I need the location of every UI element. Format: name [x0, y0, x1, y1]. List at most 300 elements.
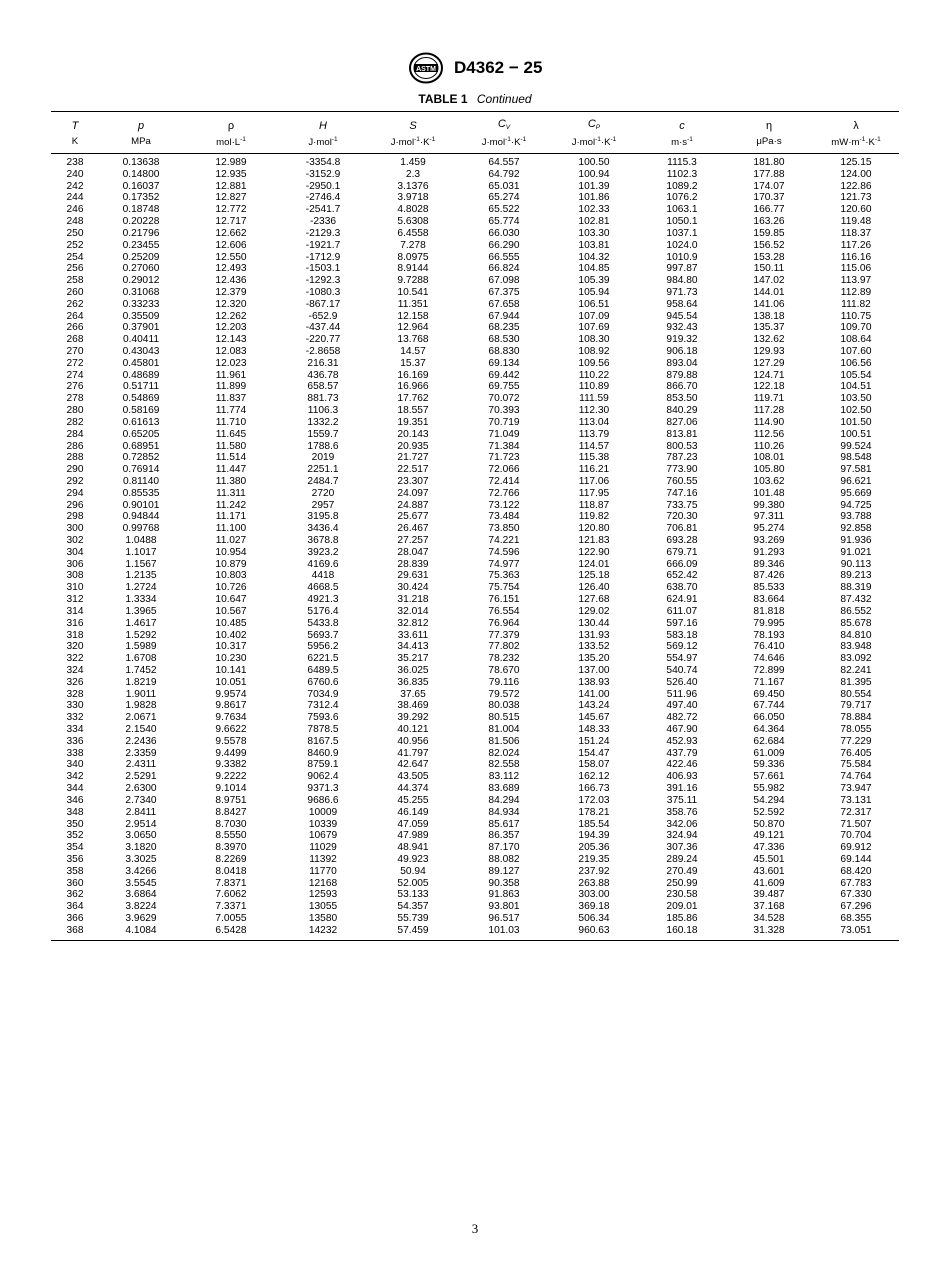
table-cell: 358.76: [666, 806, 698, 818]
table-row: [51, 429, 899, 441]
table-caption: [0, 92, 950, 106]
table-row: [51, 594, 899, 606]
table-cell: 205.36: [578, 842, 610, 854]
table-cell: 82.024: [488, 747, 520, 759]
table-cell: 68.530: [488, 334, 520, 346]
table-cell: 162.12: [578, 771, 610, 783]
table-cell: 16.966: [397, 381, 429, 393]
table-cell: 163.26: [753, 216, 785, 228]
table-cell: 22.517: [397, 464, 429, 476]
table-row: [51, 689, 899, 701]
table-cell: 101.03: [459, 925, 549, 940]
table-cell: 879.88: [666, 369, 698, 381]
table-cell: 96.517: [488, 913, 520, 924]
table-cell: 39.487: [753, 889, 785, 901]
table-cell: -1292.3: [305, 275, 341, 287]
table-row: [51, 154, 899, 169]
table-cell: 28.839: [397, 558, 429, 570]
table-cell: 104.32: [578, 251, 610, 263]
table-cell: 569.12: [666, 641, 698, 653]
table-cell: 10.141: [215, 664, 247, 676]
table-cell: 452.93: [666, 735, 698, 747]
table-cell: 48.941: [397, 842, 429, 854]
table-cell: 124.00: [840, 168, 872, 180]
table-cell: 364: [66, 901, 84, 913]
table-row: [51, 358, 899, 370]
table-cell: 76.554: [488, 605, 520, 617]
table-cell: 109.70: [840, 322, 872, 334]
table-cell: 497.40: [666, 700, 698, 712]
table-cell: 9.6622: [215, 724, 247, 735]
table-cell: 54.357: [397, 901, 429, 913]
table-cell: 101.48: [753, 487, 785, 499]
table-cell: 11.380: [215, 475, 247, 487]
table-cell: 21.727: [397, 452, 429, 464]
table-cell: 89.213: [840, 570, 872, 582]
table-cell: 467.90: [666, 724, 698, 735]
table-cell: 178.21: [578, 806, 610, 818]
table-cell: 65.522: [488, 204, 520, 216]
table-cell: 326: [66, 676, 84, 688]
table-row: [51, 334, 899, 346]
table-cell: 733.75: [666, 499, 698, 511]
table-cell: 103.81: [578, 239, 610, 251]
table-cell: 59.336: [753, 759, 785, 771]
table-cell: 124.71: [753, 369, 785, 381]
table-cell: -652.9: [308, 310, 338, 322]
table-cell: 1050.1: [666, 216, 698, 228]
table-cell: 85.617: [488, 818, 520, 830]
table-cell: 3.6864: [125, 889, 157, 901]
table-cell: 67.330: [840, 889, 872, 901]
table-row: [51, 181, 899, 193]
table-cell: 5.6308: [397, 216, 429, 228]
table-cell: 87.170: [488, 842, 520, 854]
table-cell: 89.346: [753, 558, 785, 570]
table-cell: 242: [66, 180, 84, 192]
table-cell: 611.07: [666, 605, 698, 617]
table-cell: 74.596: [488, 546, 520, 558]
table-cell: 354: [66, 842, 84, 854]
header-symbol-row: [51, 112, 899, 135]
table-cell: 72.066: [488, 464, 520, 476]
table-cell: 160.18: [639, 925, 725, 940]
table-cell: 13055: [308, 901, 338, 913]
table-cell: 2.3359: [125, 747, 157, 759]
table-cell: 33.611: [397, 629, 429, 641]
table-cell: 177.88: [753, 168, 785, 180]
table-cell: 185.86: [666, 913, 698, 924]
table-cell: 1.9828: [125, 700, 157, 712]
table-cell: 54.294: [753, 794, 785, 806]
table-cell: 66.824: [488, 263, 520, 275]
table-cell: 2.6300: [125, 783, 157, 795]
table-row: [51, 500, 899, 512]
table-cell: 122.90: [578, 546, 610, 558]
table-cell: 958.64: [666, 298, 698, 310]
table-row: [51, 724, 899, 736]
table-row: [51, 204, 899, 216]
table-cell: 720.30: [666, 511, 698, 523]
table-cell: 62.684: [753, 735, 785, 747]
table-cell: 82.241: [840, 664, 872, 676]
table-cell: 73.051: [813, 925, 899, 940]
table-cell: 362: [66, 889, 84, 901]
table-cell: 302: [66, 535, 84, 546]
table-cell: 78.884: [840, 712, 872, 724]
table-cell: 0.99768: [122, 523, 160, 535]
column-header-unit: K: [51, 134, 99, 154]
table-cell: 3.3025: [125, 853, 157, 865]
table-cell: 9.2222: [215, 771, 247, 783]
table-cell: 131.93: [578, 629, 610, 641]
table-cell: 119.48: [840, 216, 872, 228]
table-cell: 10.317: [215, 641, 247, 653]
table-cell: 308: [66, 570, 84, 582]
table-cell: 324: [66, 664, 84, 676]
table-cell: 5956.2: [307, 641, 339, 653]
table-header: [51, 112, 899, 154]
table-row: [51, 370, 899, 382]
table-cell: 12.083: [215, 346, 247, 357]
table-cell: 8.8427: [215, 806, 247, 818]
table-cell: 50.94: [400, 865, 426, 877]
table-cell: 40.956: [397, 735, 429, 747]
table-cell: 276: [66, 381, 84, 393]
table-row: [51, 405, 899, 417]
table-cell: 28.047: [397, 546, 429, 558]
table-cell: 0.16037: [122, 180, 160, 192]
table-row: [51, 736, 899, 748]
table-cell: 1024.0: [666, 239, 698, 251]
table-cell: 91.936: [840, 535, 872, 546]
table-row: [51, 866, 899, 878]
table-cell: 25.677: [397, 511, 429, 523]
table-cell: 12168: [308, 877, 338, 889]
table-cell: 0.65205: [122, 428, 160, 440]
table-cell: 50.870: [753, 818, 785, 830]
table-cell: 3195.8: [307, 511, 339, 523]
table-cell: 19.351: [397, 416, 429, 428]
table-cell: 115.38: [578, 452, 610, 464]
table-cell: 41.797: [397, 747, 429, 759]
table-cell: 103.50: [840, 393, 872, 405]
table-cell: 120.80: [578, 523, 610, 535]
table-cell: 78.055: [840, 724, 872, 735]
table-cell: 61.009: [753, 747, 785, 759]
table-cell: 11.580: [215, 440, 247, 452]
table-row: [51, 417, 899, 429]
table-cell: 73.122: [488, 499, 520, 511]
table-cell: 282: [66, 416, 84, 428]
table-cell: 104.85: [578, 263, 610, 275]
table-cell: -1921.7: [305, 239, 341, 251]
table-cell: 166.73: [578, 783, 610, 795]
table-cell: 96.621: [840, 475, 872, 487]
column-header-symbol: c: [639, 112, 725, 135]
table-row: [51, 169, 899, 181]
table-cell: 368: [51, 925, 99, 940]
table-cell: 0.27060: [122, 263, 160, 275]
table-cell: 102.81: [578, 216, 610, 228]
table-cell: 3436.4: [307, 523, 339, 535]
table-cell: 151.24: [578, 735, 610, 747]
table-cell: 73.131: [840, 794, 872, 806]
table-cell: 116.16: [840, 251, 872, 263]
table-cell: 7.8371: [215, 877, 247, 889]
table-row: [51, 878, 899, 890]
table-cell: 1.9011: [125, 688, 157, 700]
table-cell: 827.06: [666, 416, 698, 428]
table-row: [51, 476, 899, 488]
table-cell: 4169.6: [307, 558, 339, 570]
table-cell: 95.274: [753, 523, 785, 535]
table-cell: 0.17352: [122, 192, 160, 204]
table-cell: 11.447: [215, 464, 247, 476]
table-cell: 111.82: [841, 298, 871, 310]
table-row: [51, 748, 899, 760]
table-cell: 8.2269: [215, 853, 247, 865]
table-cell: 68.830: [488, 346, 520, 357]
table-cell: 43.505: [397, 771, 429, 783]
table-row: [51, 759, 899, 771]
table-cell: 49.121: [753, 830, 785, 842]
table-cell: 66.030: [488, 227, 520, 239]
table-cell: 101.86: [578, 192, 610, 204]
table-cell: 666.09: [666, 558, 698, 570]
column-header-symbol: λ: [813, 112, 899, 135]
table-cell: 422.46: [666, 759, 698, 771]
table-cell: 72.317: [840, 806, 872, 818]
table-cell: 0.18748: [122, 204, 160, 216]
table-cell: 9.7288: [397, 275, 429, 287]
table-cell: 112.30: [578, 405, 610, 417]
table-cell: 314: [66, 605, 84, 617]
table-cell: 773.90: [666, 464, 698, 476]
table-cell: 94.725: [840, 499, 872, 511]
table-cell: 119.71: [753, 393, 785, 405]
table-cell: 104.51: [840, 381, 872, 393]
table-cell: 93.801: [488, 901, 520, 913]
column-header-symbol: S: [367, 112, 459, 135]
table-cell: 240: [66, 168, 84, 180]
table-cell: 10339: [308, 818, 338, 830]
table-cell: 32.014: [397, 605, 429, 617]
table-cell: 1.1567: [125, 558, 157, 570]
table-cell: 906.18: [666, 346, 698, 357]
table-cell: 6221.5: [307, 653, 339, 665]
table-cell: 346: [66, 794, 84, 806]
table-cell: 1010.9: [666, 251, 698, 263]
table-cell: 70.393: [488, 405, 520, 417]
table-cell: 881.73: [307, 393, 339, 405]
table-cell: 34.528: [753, 913, 785, 924]
table-cell: -2129.3: [305, 227, 341, 239]
table-cell: 100.50: [578, 157, 610, 168]
table-cell: 20.143: [397, 428, 429, 440]
table-cell: 70.704: [840, 830, 872, 842]
table-row: [51, 677, 899, 689]
table-row: [51, 216, 899, 228]
table-cell: 11.171: [215, 511, 247, 523]
table-cell: 156.52: [753, 239, 785, 251]
table-cell: 893.04: [666, 357, 698, 369]
table-cell: 11.774: [215, 405, 247, 417]
table-row: [51, 275, 899, 287]
table-cell: 122.18: [753, 381, 785, 393]
table-cell: 294: [66, 487, 84, 499]
table-cell: 85.678: [840, 617, 872, 629]
table-cell: 1.4617: [125, 617, 157, 629]
table-cell: 3.8224: [125, 901, 157, 913]
table-cell: 126.40: [578, 582, 610, 594]
table-cell: 332: [66, 712, 84, 724]
table-cell: 316: [66, 617, 84, 629]
table-cell: 1.7452: [125, 664, 157, 676]
table-cell: 296: [66, 499, 84, 511]
table-cell: 92.858: [840, 523, 872, 535]
table-cell: 3923.2: [307, 546, 339, 558]
table-cell: 284: [66, 428, 84, 440]
table-cell: 511.96: [666, 688, 698, 700]
table-cell: 72.414: [488, 475, 520, 487]
table-cell: 286: [66, 440, 84, 452]
table-cell: 8.9751: [215, 794, 247, 806]
table-cell: 298: [66, 511, 84, 523]
table-row: [51, 819, 899, 831]
table-cell: 238: [66, 157, 84, 168]
table-cell: 112.56: [753, 428, 785, 440]
table-cell: 95.669: [840, 487, 872, 499]
table-cell: 230.58: [666, 889, 698, 901]
column-header-unit: $J\cdot mol^{-1}\cdot K^{-1}$: [549, 134, 639, 154]
table-cell: 1.3965: [125, 605, 157, 617]
table-cell: 99.524: [840, 440, 872, 452]
table-cell: 57.661: [753, 771, 785, 783]
table-cell: 0.54869: [122, 393, 160, 405]
table-cell: 158.07: [578, 759, 610, 771]
table-cell: 360: [66, 877, 84, 889]
table-row: [51, 263, 899, 275]
table-cell: 148.33: [578, 724, 610, 735]
table-cell: 72.766: [488, 487, 520, 499]
column-header-symbol: H: [279, 112, 367, 135]
table-cell: 194.39: [578, 830, 610, 842]
table-cell: 10009: [308, 806, 338, 818]
table-cell: 106.51: [578, 298, 610, 310]
table-cell: 64.557: [488, 157, 520, 168]
table-cell: 111.59: [579, 393, 609, 405]
table-cell: 209.01: [666, 901, 698, 913]
table-cell: 108.30: [578, 334, 610, 346]
table-cell: 112.89: [840, 286, 872, 298]
table-cell: 64.364: [753, 724, 785, 735]
table-cell: 0.58169: [122, 405, 160, 417]
table-cell: 132.62: [753, 334, 785, 346]
table-cell: 107.09: [578, 310, 610, 322]
table-row: [51, 523, 899, 535]
table-row: [51, 452, 899, 464]
table-cell: 1.3334: [125, 594, 157, 606]
table-cell: 44.374: [397, 783, 429, 795]
table-cell: 1.2724: [125, 582, 157, 594]
table-cell: 117.28: [753, 405, 785, 417]
table-cell: 14.57: [400, 346, 426, 357]
table-row: [51, 287, 899, 299]
table-cell: 133.52: [578, 641, 610, 653]
table-cell: 12.935: [215, 168, 247, 180]
table-cell: 0.43043: [122, 346, 160, 357]
table-cell: 1.5989: [125, 641, 157, 653]
table-cell: 103.62: [753, 475, 785, 487]
table-cell: 866.70: [666, 381, 698, 393]
table-row: [51, 441, 899, 453]
table-cell: 270.49: [666, 865, 698, 877]
table-cell: 23.307: [397, 475, 429, 487]
table-cell: 67.944: [488, 310, 520, 322]
table-cell: 0.14800: [122, 168, 160, 180]
table-cell: 919.32: [666, 334, 698, 346]
table-cell: 290: [66, 464, 84, 476]
table-cell: 0.40411: [122, 334, 160, 346]
table-cell: 270: [66, 346, 84, 357]
table-cell: 10.051: [215, 676, 247, 688]
table-cell: 78.193: [753, 629, 785, 641]
table-cell: 88.082: [488, 853, 520, 865]
table-cell: 74.764: [840, 771, 872, 783]
table-cell: 336: [66, 735, 84, 747]
table-cell: 80.515: [488, 712, 520, 724]
table-cell: 77.379: [488, 629, 520, 641]
table-cell: 1.8219: [125, 676, 157, 688]
table-cell: 338: [66, 747, 84, 759]
table-cell: 76.964: [488, 617, 520, 629]
table-cell: 69.144: [840, 853, 872, 865]
table-cell: 11.710: [215, 416, 247, 428]
table-cell: 73.484: [488, 511, 520, 523]
table-cell: 960.63: [549, 925, 639, 940]
table-cell: 7593.6: [307, 712, 339, 724]
table-cell: 8460.9: [307, 747, 339, 759]
table-row: [51, 913, 899, 925]
table-cell: 0.33233: [122, 298, 160, 310]
table-row: [51, 559, 899, 571]
table-cell: 107.60: [840, 346, 872, 357]
table-cell: 2.5291: [125, 771, 157, 783]
table-cell: 79.572: [488, 688, 520, 700]
table-cell: 304: [66, 546, 84, 558]
table-row: [51, 547, 899, 559]
table-cell: 108.92: [578, 346, 610, 357]
table-row: [51, 665, 899, 677]
table-cell: 307.36: [666, 842, 698, 854]
table-cell: 11.899: [215, 381, 247, 393]
table-cell: 12.262: [215, 310, 247, 322]
table-row: [51, 842, 899, 854]
table-cell: -437.44: [305, 322, 341, 334]
table-cell: 0.90101: [122, 499, 160, 511]
table-cell: 122.86: [840, 180, 872, 192]
table-cell: 0.81140: [122, 475, 160, 487]
table-cell: 2.8411: [125, 806, 157, 818]
table-cell: 147.02: [753, 275, 785, 287]
table-cell: 0.76914: [122, 464, 160, 476]
table-cell: 0.23455: [122, 239, 160, 251]
table-cell: 10.402: [215, 629, 247, 641]
table-cell: 679.71: [666, 546, 698, 558]
table-cell: 506.34: [578, 913, 610, 924]
table-cell: 7.0055: [215, 913, 247, 924]
